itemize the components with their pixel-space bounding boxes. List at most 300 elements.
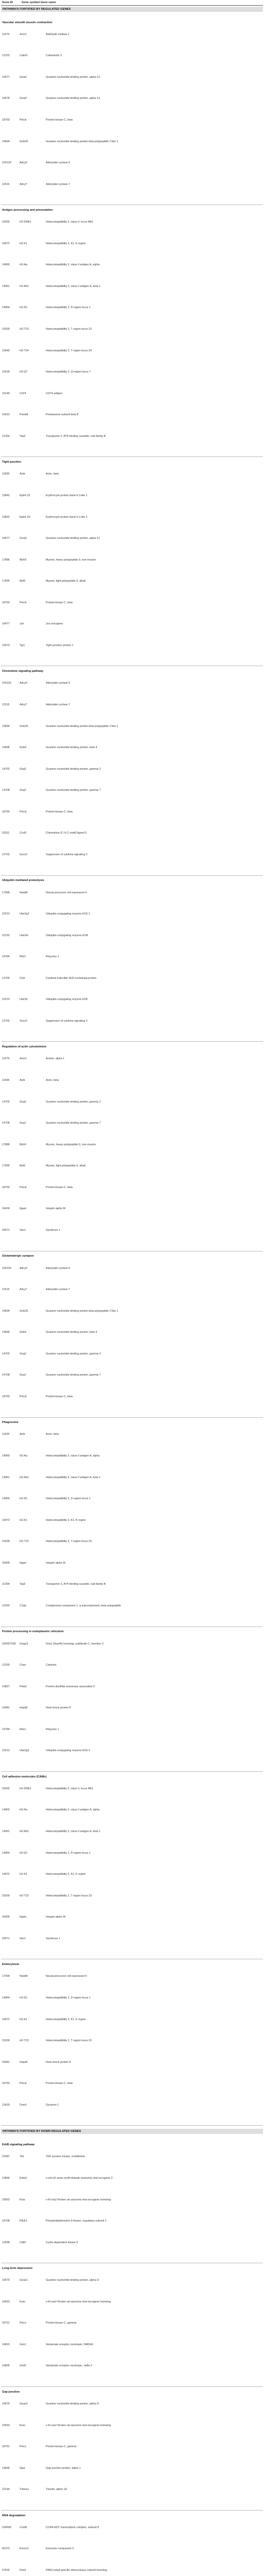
gene-id-cell: 20971 [2,1229,10,1232]
section-divider [1,1626,263,1627]
section-heading: Ubiquitin mediated proteolysis [2,879,44,883]
gene-symbol-cell: Tap2 [20,1583,26,1586]
gene-id-cell: 16653 [2,2300,10,2303]
gene-symbol-cell: Actn1 [20,1057,27,1061]
gene-name-cell: Cyclin-dependent kinase 5 [46,2241,78,2244]
gene-symbol-cell: Kras [20,2198,25,2201]
gene-name-cell: Adenylate cyclase 7 [46,1288,71,1292]
gene-symbol-cell: Ube2g2 [20,912,29,916]
gene-symbol-cell: Pik3r1 [20,2219,28,2223]
gene-name-cell: Protein kinase C, beta [46,2082,73,2086]
gene-id-cell: 15039 [2,328,10,331]
group-banner: PATHWAYS FORTIFIED BY REGULATED GENES [1,7,263,12]
gene-id-cell: 100037258 [2,1642,16,1646]
gene-symbol-cell: Calm3 [20,54,28,58]
gene-symbol-cell: Exosc3 [20,2547,29,2551]
gene-id-cell: 18751 [2,2321,10,2325]
gene-id-cell: 22213 [2,912,10,916]
gene-id-cell: 17999 [2,1975,10,1978]
gene-symbol-cell: Pan2 [20,2568,26,2572]
gene-symbol-cell: Myh9 [20,558,26,562]
gene-name-cell: Histocompatibility 2, class II antigen A, beta 1 [46,1830,101,1833]
gene-id-cell: 12702 [2,853,10,856]
gene-symbol-cell: H2-T24 [20,349,29,352]
gene-name-cell: Integrin alpha M [46,1916,65,1919]
gene-id-cell: 14964 [2,1851,10,1855]
gene-name-cell: Actin, beta [46,472,59,476]
gene-id-cell: 14960 [2,1454,10,1458]
gene-id-cell: 12260 [2,1604,10,1607]
gene-symbol-cell: Prkcb [20,601,27,604]
gene-id-cell: 66373 [2,2547,10,2551]
gene-id-cell: 15481 [2,2060,10,2064]
gene-id-cell: 13429 [2,2103,10,2107]
gene-symbol-cell: Gnao1 [20,2402,28,2405]
gene-symbol-cell: Adcy9 [20,161,27,164]
section-divider [1,1771,263,1772]
gene-id-cell: 12315 [2,54,10,58]
section-divider [1,2386,263,2387]
gene-symbol-cell: Gng2 [20,1100,26,1104]
gene-name-cell: Ring-box 1 [46,1727,59,1731]
section-heading: Regulation of actin cytoskeleton [2,1045,47,1049]
header-rule [1,5,263,6]
gene-id-cell: 11515 [2,182,10,186]
gene-symbol-cell: Ube2b [20,998,28,1002]
gene-symbol-cell: Grin1 [20,2343,26,2346]
gene-symbol-cell: Pdia3 [20,1685,27,1688]
gene-symbol-cell: H2-T23 [20,1894,29,1897]
gene-id-cell: 17895 [2,1164,10,1168]
header-gene-id: Gene ID [2,1,13,4]
gene-symbol-cell: H2-D1 [20,306,28,310]
gene-id-cell: 15039 [2,1894,10,1897]
gene-name-cell: Guanine nucleotide binding protein, gamma 7 [46,1374,101,1377]
gene-symbol-cell: Erbb2 [20,2176,27,2180]
gene-symbol-cell: Prkcc [20,2321,27,2325]
gene-name-cell: Glutamate receptor, ionotropic, NMDA1 [46,2343,94,2346]
gene-name-cell: Ubiquitin-conjugating enzyme E2M [46,934,88,937]
gene-name-cell: Integrin alpha M [46,1561,65,1565]
gene-symbol-cell: Prkcb [20,118,27,122]
section-heading: Antigen processing and presentation [2,209,53,212]
gene-name-cell: Adenylate cyclase 9 [46,1266,71,1270]
gene-id-cell: 14702 [2,1352,10,1355]
gene-id-cell: 11474 [2,32,10,36]
section-heading: Long-term depression [2,2267,33,2270]
gene-id-cell: 18750 [2,118,10,122]
gene-symbol-cell: Gnb2l1 [20,724,29,728]
gene-symbol-cell: Adcy9 [20,1266,27,1270]
gene-symbol-cell: H2-Ab1 [20,1830,29,1833]
gene-id-cell: 13822 [2,515,10,519]
gene-name-cell: CCR4-NOT transcription complex, subunit 8 [46,2526,99,2529]
gene-id-cell: 15002 [2,1787,10,1790]
gene-symbol-cell: Rbx1 [20,955,26,959]
gene-name-cell: Actin, beta [46,1433,59,1436]
gene-symbol-cell: Prkcb [20,810,27,814]
gene-id-cell: 11515 [2,703,10,706]
gene-symbol-cell: Epb4.1l1 [20,494,30,497]
gene-id-cell: 15040 [2,349,10,352]
section-heading: Chemokine signaling pathway [2,670,44,673]
gene-name-cell: Erythrocyte protein band 4.1-like 1 [46,494,87,497]
gene-name-cell: Histocompatibility 2, class II antigen A, alpha [46,1808,100,1812]
gene-name-cell: Guanine nucleotide binding protein, alpha O [46,2279,99,2282]
gene-name-cell: v-erb-b2 avian erythroblastic leukemia viral oncogene 2 [46,2176,113,2180]
gene-name-cell: Histocompatibility 2, T region locus 23 [46,1894,92,1897]
gene-name-cell: Histocompatibility 2, class II antigen A, alpha [46,1454,100,1458]
gene-name-cell: Adenylate cyclase 9 [46,682,71,685]
gene-name-cell: Guanine nucleotide binding protein, gamma 2 [46,767,101,771]
gene-name-cell: Protein kinase C, gamma [46,2445,77,2449]
gene-id-cell: 17895 [2,580,10,583]
gene-id-cell: 22213 [2,1749,10,1753]
gene-name-cell: Histocompatibility 2, D region locus 1 [46,1497,91,1501]
section-heading: Cell adhesion molecules (CAMs) [2,1775,47,1778]
gene-symbol-cell: Kras [20,2300,25,2303]
gene-name-cell: Neural precursor cell expressed 4 [46,891,87,894]
gene-id-cell: 14694 [2,724,10,728]
gene-name-cell: Guanine nucleotide binding protein, alpha O [46,2402,99,2405]
gene-symbol-cell: Gnb2l1 [20,1309,29,1313]
gene-id-cell: 16913 [2,413,10,417]
gene-symbol-cell: Gnb4 [20,746,26,750]
group-banner: PATHWAYS FORTIFIED BY DOWN REGULATED GENES [1,2129,263,2134]
gene-name-cell: Integrin alpha M [46,1207,65,1211]
gene-symbol-cell: Actb [20,1433,25,1436]
gene-symbol-cell: Prkcc [20,2445,27,2449]
gene-name-cell: Guanine nucleotide binding protein, alpha 12 [46,75,100,79]
gene-symbol-cell: Adcy7 [20,182,27,186]
gene-symbol-cell: C1qb [20,1604,26,1607]
gene-name-cell: Guanine nucleotide binding protein, beta 4 [46,1331,97,1334]
gene-id-cell: 20311 [2,832,10,835]
gene-name-cell: Transporter 2, ATP-binding cassette, sub-family B [46,1583,106,1586]
gene-name-cell: Guanine nucleotide binding protein beta polypeptide 2 like 1 [46,724,118,728]
section-heading: Gap junction [2,2390,20,2394]
gene-id-cell: 16653 [2,2424,10,2427]
section-divider [1,456,263,457]
gene-id-cell: 14827 [2,1685,10,1688]
gene-symbol-cell: Cnot8 [20,2526,27,2529]
gene-id-cell: 14696 [2,1331,10,1334]
gene-symbol-cell: H2-DMb1 [20,1787,31,1790]
gene-name-cell: Histocompatibility 2, class II, locus Mb1 [46,1787,94,1790]
gene-id-cell: 12700 [2,976,10,980]
gene-id-cell: 14708 [2,1374,10,1377]
gene-id-cell: 11474 [2,1057,10,1061]
gene-name-cell: Guanine nucleotide binding protein, gamma 2 [46,1100,101,1104]
gene-name-cell: Histocompatibility 2, class II antigen A, beta 1 [46,1476,101,1479]
gene-id-cell: 14708 [2,789,10,792]
gene-symbol-cell: Actb [20,1079,25,1082]
gene-symbol-cell: Ube2g2 [20,1749,29,1753]
section-heading: ErbB signaling pathway [2,2143,35,2147]
gene-symbol-cell: Gng2 [20,767,26,771]
gene-symbol-cell: Tap2 [20,434,26,438]
gene-name-cell: Jun oncogene [46,622,63,626]
gene-id-cell: 14972 [2,2018,10,2021]
gene-name-cell: Neural precursor cell expressed 4 [46,1975,87,1978]
gene-name-cell: Transporter 2, ATP-binding cassette, sub-family B [46,434,106,438]
gene-symbol-cell: H2-DMb1 [20,221,31,224]
gene-name-cell: v-Ki-ras2 Kirsten rat sarcoma viral oncogene homolog [46,2300,111,2303]
gene-id-cell: 21687 [2,2155,10,2159]
gene-id-cell: 12330 [2,1664,10,1667]
gene-id-cell: 16409 [2,1916,10,1919]
gene-id-cell: 18750 [2,1185,10,1189]
gene-name-cell: Calmodulin 3 [46,54,62,58]
gene-symbol-cell: H2-T23 [20,328,29,331]
gene-name-cell: Protein kinase C, beta [46,810,73,814]
gene-id-cell: 15039 [2,1540,10,1544]
gene-symbol-cell: Jun [20,622,24,626]
gene-id-cell: 17886 [2,558,10,562]
gene-id-cell: 16409 [2,1207,10,1211]
section-heading: Phagosome [2,1421,19,1425]
gene-id-cell: 14960 [2,1808,10,1812]
gene-symbol-cell: Prkcb [20,1395,27,1398]
gene-name-cell: Histocompatibility 2, T region locus 24 [46,349,92,352]
gene-symbol-cell: Dnm1 [20,2103,27,2107]
gene-id-cell: 11605 [2,1433,10,1436]
gene-id-cell: 18750 [2,601,10,604]
gene-id-cell: 14694 [2,1309,10,1313]
gene-symbol-cell: Adcy7 [20,1288,27,1292]
gene-symbol-cell: Adcy9 [20,682,27,685]
gene-name-cell: Glutamate receptor, ionotropic, delta 2 [46,2364,92,2368]
gene-id-cell: 21873 [2,643,10,647]
gene-id-cell: 15018 [2,370,10,374]
gene-symbol-cell: Nedd4 [20,891,28,894]
gene-id-cell: 67602 [2,2568,10,2572]
gene-symbol-cell: Socs3 [20,1019,27,1023]
section-heading: Protein processing in endoplasmic reticulum [2,1630,64,1634]
gene-symbol-cell: Ube2m [20,934,29,937]
gene-name-cell: Cytokine inducible SH2-containing protein [46,976,97,980]
gene-symbol-cell: Myh9 [20,1143,26,1146]
gene-id-cell: 14960 [2,263,10,267]
gene-id-cell: 14679 [2,2279,10,2282]
header-gene-symbol: Gene symbol [22,1,40,4]
gene-name-cell: Adenylate cyclase 9 [46,161,71,164]
gene-id-cell: 11605 [2,1079,10,1082]
gene-symbol-cell: Psmb8 [20,413,28,417]
gene-name-cell: Protein kinase C, gamma [46,2321,77,2325]
gene-id-cell: 16653 [2,2198,10,2201]
gene-symbol-cell: Rbx1 [20,1727,26,1731]
gene-id-cell: 20971 [2,1937,10,1940]
gene-name-cell: Myosin, heavy polypeptide 9, non-muscle [46,1143,96,1146]
gene-name-cell: Actinin, alpha 1 [46,1057,65,1061]
gene-id-cell: 14972 [2,1518,10,1522]
gene-name-cell: Histocompatibility 2, class II antigen A, beta 1 [46,284,101,288]
gene-id-cell: 22210 [2,998,10,1002]
gene-name-cell: Histocompatibility 2, T region locus 23 [46,2039,92,2043]
gene-name-cell: Myosin, light polypeptide 6, alkali [46,580,86,583]
gene-name-cell: Histocompatibility 2, K1, K region [46,242,86,245]
gene-name-cell: Histocompatibility 2, class II, locus Mb1 [46,221,94,224]
gene-symbol-cell: Cish [20,976,25,980]
section-heading: Endocytosis [2,1963,20,1967]
gene-id-cell: 21354 [2,1583,10,1586]
gene-symbol-cell: H2-Ab1 [20,1476,29,1479]
gene-symbol-cell: H2-Aa [20,1808,28,1812]
gene-name-cell: Suppressor of cytokine signaling 3 [46,1019,87,1023]
gene-name-cell: Histocompatibility 2, D region locus 1 [46,1851,91,1855]
gene-name-cell: Syndecan 1 [46,1229,60,1232]
gene-id-cell: 18750 [2,1395,10,1398]
gene-symbol-cell: Adcy7 [20,703,27,706]
gene-symbol-cell: Itgam [20,1207,27,1211]
gene-id-cell: 14964 [2,1996,10,1999]
gene-name-cell: Tubulin, alpha 1A [46,2488,67,2492]
gene-symbol-cell: Epb4.1l2 [20,515,30,519]
gene-name-cell: Histocompatibility 2, K1, K region [46,2018,86,2021]
gene-name-cell: Guanine nucleotide binding protein beta polypeptide 2 like 1 [46,140,118,143]
gene-name-cell: Myosin, light polypeptide 6, alkali [46,1164,86,1168]
gene-symbol-cell: Socs3 [20,853,27,856]
gene-name-cell: PAN2 polyA specific ribonuclease subunit homolog [46,2568,107,2572]
gene-id-cell: 14679 [2,2402,10,2405]
section-divider [1,2510,263,2511]
gene-id-cell: 18751 [2,2445,10,2449]
header-symbol-name [22,1,56,4]
gene-id-cell: 14964 [2,306,10,310]
gene-symbol-cell: Kras [20,2424,25,2427]
gene-id-cell: 17886 [2,1143,10,1146]
gene-id-cell: 14696 [2,746,10,750]
gene-id-cell: 224129 [2,161,11,164]
gene-id-cell: 12702 [2,1019,10,1023]
gene-symbol-cell: Cdk5 [20,2241,26,2244]
gene-symbol-cell: H2-D1 [20,1851,28,1855]
gene-symbol-cell: Gnb4 [20,1331,26,1334]
gene-symbol-cell: Sdc1 [20,1937,26,1940]
gene-symbol-cell: H2-Aa [20,263,28,267]
gene-name-cell: Histocompatibility 2, T region locus 23 [46,1540,92,1544]
gene-id-cell: 14677 [2,537,10,540]
gene-name-cell: Histocompatibility 2, Q region locus 7 [46,370,91,374]
gene-name-cell: Gap junction protein, alpha 1 [46,2466,81,2470]
gene-symbol-cell: Gnai1 [20,75,27,79]
gene-id-cell: 14678 [2,97,10,100]
gene-symbol-cell: Tuba1a [20,2488,29,2492]
gene-name-cell: Protein kinase C, beta [46,601,73,604]
gene-symbol-cell: Gnai1 [20,537,27,540]
gene-id-cell: 224129 [2,682,11,685]
gene-name-cell: Ubiquitin-conjugating enzyme E2G 2 [46,1749,90,1753]
gene-name-cell: Guanine nucleotide binding protein, gamma 7 [46,789,101,792]
gene-name-cell: Protein disulfide isomerase associated 3 [46,1685,95,1688]
gene-symbol-cell: H2-K1 [20,2018,28,2021]
gene-name-cell: v-Ki-ras2 Kirsten rat sarcoma viral oncogene homolog [46,2198,111,2201]
gene-id-cell: 224129 [2,1266,11,1270]
gene-name-cell: Exosome component 3 [46,2547,74,2551]
gene-symbol-cell: Grid2 [20,2364,26,2368]
gene-name-cell: Phosphatidylinositol 3-kinase, regulatory subunit 1 [46,2219,107,2223]
gene-symbol-cell: Tek [20,2155,24,2159]
gene-id-cell: 15481 [2,1706,10,1710]
gene-symbol-cell: H2-K1 [20,1873,28,1876]
gene-name-cell: Heat shock protein 8 [46,1706,71,1710]
gene-symbol-cell: Cd74 [20,392,26,395]
gene-symbol-cell: Hspa8 [20,2060,28,2064]
gene-name-cell: Guanine nucleotide binding protein, beta 4 [46,746,97,750]
gene-name-cell: Ring-box 1 [46,955,59,959]
gene-id-cell: 14964 [2,1497,10,1501]
gene-id-cell: 11515 [2,1288,10,1292]
gene-symbol-cell: H2-D1 [20,1497,28,1501]
gene-name-cell: Guanine nucleotide binding protein, alpha 13 [46,97,100,100]
gene-name-cell: Histocompatibility 2, class II antigen A, alpha [46,263,100,267]
gene-id-cell: 15039 [2,2039,10,2043]
section-divider [1,1041,263,1042]
header-gene-name: Gene name [40,1,56,4]
gene-name-cell: Complement component 1, q subcomponent, beta polypeptide [46,1604,121,1607]
gene-symbol-cell: H2-K1 [20,242,28,245]
gene-symbol-cell: Myl6 [20,580,26,583]
gene-name-cell: Chemokine (C-X-C motif) ligand 5 [46,832,87,835]
gene-id-cell: 14677 [2,75,10,79]
gene-id-cell: 14810 [2,2343,10,2346]
gene-symbol-cell: Prkcb [20,2082,27,2086]
gene-id-cell: 14972 [2,242,10,245]
gene-id-cell: 16477 [2,622,10,626]
gene-name-cell: Protein kinase C, beta [46,118,73,122]
gene-name-cell: v-Ki-ras2 Kirsten rat sarcoma viral oncogene homolog [46,2424,111,2427]
gene-name-cell: Proteasome subunit beta 8 [46,413,79,417]
gene-symbol-cell: H2-Ab1 [20,284,29,288]
gene-symbol-cell: H2-T23 [20,2039,29,2043]
gene-symbol-cell: Gja1 [20,2466,26,2470]
gene-id-cell: 19784 [2,1727,10,1731]
gene-name-cell: Ubiquitin-conjugating enzyme E2G 2 [46,912,90,916]
gene-id-cell: 15002 [2,221,10,224]
gene-symbol-cell: Cxcl5 [20,832,27,835]
gene-symbol-cell: Gng7 [20,1122,26,1125]
gene-name-cell: Dynamin 1 [46,2103,59,2107]
gene-id-cell: 11605 [2,472,10,476]
gene-id-cell: 18750 [2,810,10,814]
gene-name-cell: Protein kinase C, beta [46,1395,73,1398]
gene-id-cell: 17999 [2,891,10,894]
gene-symbol-cell: Gng7 [20,789,26,792]
gene-symbol-cell: Dnajc3 [20,1642,28,1646]
gene-id-cell: 14694 [2,140,10,143]
gene-id-cell: 16149 [2,392,10,395]
gene-id-cell: 14702 [2,1100,10,1104]
gene-symbol-cell: H2-Q7 [20,370,28,374]
gene-symbol-cell: Canx [20,1664,26,1667]
gene-name-cell: CD74 antigen [46,392,63,395]
gene-id-cell: 13842 [2,494,10,497]
gene-symbol-cell: H2-K1 [20,1518,28,1522]
gene-id-cell: 14961 [2,1476,10,1479]
section-divider [1,875,263,876]
gene-name-cell: Tight junction protein 1 [46,643,74,647]
gene-id-cell: 14702 [2,767,10,771]
section-divider [1,2125,263,2126]
gene-id-cell: 18708 [2,2219,10,2223]
gene-symbol-cell: Actn1 [20,32,27,36]
gene-id-cell: 22192 [2,934,10,937]
gene-symbol-cell: Prkcb [20,1185,27,1189]
gene-symbol-cell: H2-D1 [20,1996,28,1999]
section-heading: Tight junction [2,461,21,464]
gene-name-cell: Histocompatibility 2, K1, K region [46,1518,86,1522]
